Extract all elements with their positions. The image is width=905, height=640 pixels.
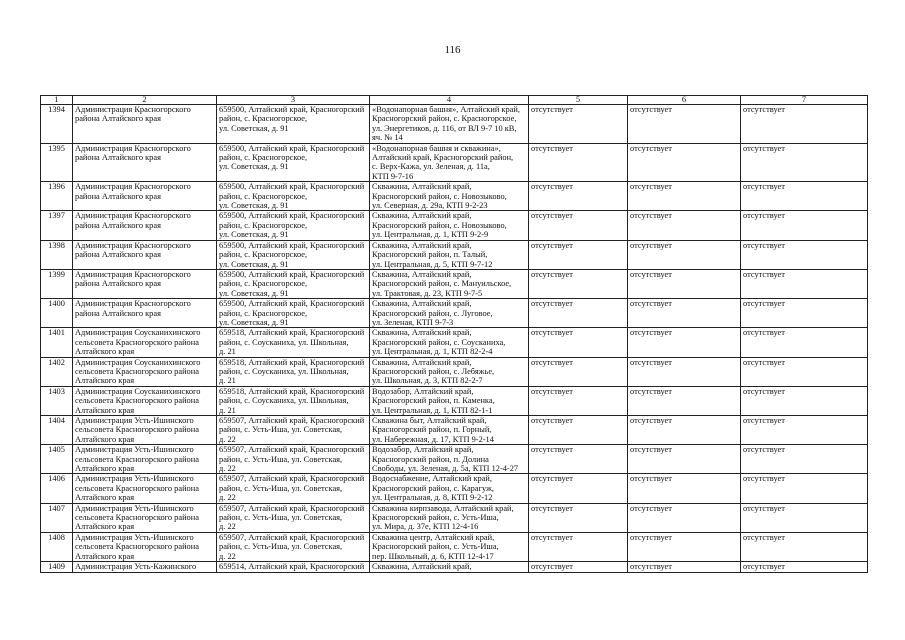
address-line: д. 21 <box>219 405 236 415</box>
cell-c5: отсутствует <box>529 182 628 211</box>
table-row <box>41 105 868 144</box>
cell-address <box>217 562 370 572</box>
owner-line: Администрация Усть-Ишинского <box>75 503 194 513</box>
cell-c7: отсутствует <box>741 503 868 532</box>
owner-line: сельсовета Красногорского района <box>75 337 199 347</box>
object-line: Скважина, Алтайский край, <box>372 299 472 309</box>
cell-row-number: 1403 <box>41 386 73 415</box>
object-line: ул. Центральная, д. 8, КТП 9-2-12 <box>372 493 493 503</box>
owner-line: Администрация Красногорского <box>75 105 191 114</box>
cell-c6: отсутствует <box>628 416 741 445</box>
cell-c7: отсутствует <box>741 328 868 357</box>
cell-address <box>217 299 370 328</box>
address-line: район, с. Красногорское, <box>219 153 308 163</box>
cell-c5: отсутствует <box>529 445 628 474</box>
cell-object <box>370 386 529 415</box>
table-row <box>41 445 868 474</box>
cell-address <box>217 328 370 357</box>
cell-c6: отсутствует <box>628 105 741 144</box>
owner-line: Алтайского края <box>75 522 135 532</box>
column-header: 2 <box>73 96 217 105</box>
object-line: Скважина, Алтайский край, <box>372 269 472 279</box>
cell-owner <box>73 386 217 415</box>
object-line: Красногорский район, с. Усть-Иша, <box>372 513 499 523</box>
address-line: 659507, Алтайский край, Красногорский <box>219 445 365 455</box>
owner-line: Администрация Красногорского <box>75 211 191 221</box>
column-header: 5 <box>529 96 628 105</box>
cell-c6: отсутствует <box>628 328 741 357</box>
object-line: Красногорский район, с. Мануильское, <box>372 279 512 289</box>
cell-row-number: 1396 <box>41 182 73 211</box>
object-line: Скважина, Алтайский край, <box>372 562 472 572</box>
address-line: ул. Советская, д. 91 <box>219 162 289 172</box>
object-line: Красногорский район, с. Усть-Иша, <box>372 542 499 552</box>
column-header: 6 <box>628 96 741 105</box>
cell-row-number: 1405 <box>41 445 73 474</box>
object-line: ул. Центральная, д. 1, КТП 9-2-9 <box>372 230 489 240</box>
object-line: Красногорский район, с. Новозыково, <box>372 220 507 230</box>
cell-c7: отсутствует <box>741 105 868 144</box>
cell-owner <box>73 562 217 572</box>
cell-address <box>217 143 370 182</box>
address-line: 659518, Алтайский край, Красногорский <box>219 328 365 338</box>
cell-owner <box>73 182 217 211</box>
column-header: 3 <box>217 96 370 105</box>
address-line: район, с. Красногорское, <box>219 114 308 124</box>
object-line: пер. Школьный, д. 6, КТП 12-4-17 <box>372 551 494 561</box>
column-number-row <box>41 96 868 105</box>
address-line: 659507, Алтайский край, Красногорский <box>219 532 365 542</box>
cell-c6: отсутствует <box>628 269 741 298</box>
cell-object <box>370 474 529 503</box>
address-line: район, с. Усть-Иша, ул. Советская, <box>219 483 343 493</box>
cell-row-number: 1404 <box>41 416 73 445</box>
object-line: Красногорский район, с. Красногорское, <box>372 114 517 124</box>
object-line: ул. Трактовая, д. 23, КТП 9-7-5 <box>372 288 483 298</box>
owner-line: Администрация Соусканихинского <box>75 328 201 338</box>
address-line: район, с. Красногорское, <box>219 191 308 201</box>
address-line: 659500, Алтайский край, Красногорский <box>219 143 365 153</box>
cell-c6: отсутствует <box>628 211 741 240</box>
cell-c7: отсутствует <box>741 357 868 386</box>
cell-c5: отсутствует <box>529 532 628 561</box>
cell-c7: отсутствует <box>741 562 868 572</box>
object-line: ул. Энергетиков, д. 116, от ВЛ 9-7 10 кВ, <box>372 123 517 133</box>
address-line: 659518, Алтайский край, Красногорский <box>219 386 365 396</box>
address-line: район, с. Усть-Иша, ул. Советская, <box>219 542 343 552</box>
cell-owner <box>73 532 217 561</box>
cell-c6: отсутствует <box>628 240 741 269</box>
address-line: 659500, Алтайский край, Красногорский <box>219 299 365 309</box>
object-line: Алтайский край, Красногорский район, <box>372 153 514 163</box>
address-line: ул. Советская, д. 91 <box>219 230 289 240</box>
cell-c7: отсутствует <box>741 445 868 474</box>
cell-c6: отсутствует <box>628 299 741 328</box>
cell-owner <box>73 105 217 144</box>
object-line: ул. Зеленая, КТП 9-7-3 <box>372 317 454 327</box>
owner-line: района Алтайского края <box>75 279 161 289</box>
owner-line: района Алтайского края <box>75 308 161 318</box>
owner-line: сельсовета Красногорского района <box>75 425 199 435</box>
object-line: Красногорский район, с. Новозыково, <box>372 191 507 201</box>
cell-c5: отсутствует <box>529 240 628 269</box>
table-row <box>41 299 868 328</box>
object-line: ул. Мира, д. 37е, КТП 12-4-16 <box>372 522 479 532</box>
address-line: д. 21 <box>219 347 236 357</box>
cell-row-number: 1402 <box>41 357 73 386</box>
cell-address <box>217 445 370 474</box>
object-line: «Водонапорная башня и скважина», <box>372 143 501 153</box>
cell-object <box>370 328 529 357</box>
owner-line: Администрация Усть-Ишинского <box>75 445 194 455</box>
cell-address <box>217 240 370 269</box>
object-line: Водоснабжение, Алтайский край, <box>372 474 493 484</box>
cell-address <box>217 357 370 386</box>
cell-object <box>370 269 529 298</box>
table-row <box>41 474 868 503</box>
cell-c5: отсутствует <box>529 386 628 415</box>
cell-c6: отсутствует <box>628 143 741 182</box>
table-row <box>41 386 868 415</box>
object-line: Водозабор, Алтайский край, <box>372 445 474 455</box>
registry-table <box>40 95 868 573</box>
object-line: Скважина, Алтайский край, <box>372 211 472 221</box>
address-line: ул. Советская, д. 91 <box>219 123 289 133</box>
cell-address <box>217 182 370 211</box>
object-line: Скважина, Алтайский край, <box>372 328 472 338</box>
object-line: Скважина, Алтайский край, <box>372 182 472 192</box>
object-line: Скважина быт, Алтайский край, <box>372 416 487 425</box>
cell-owner <box>73 416 217 445</box>
cell-owner <box>73 299 217 328</box>
owner-line: Администрация Красногорского <box>75 240 191 250</box>
cell-c7: отсутствует <box>741 299 868 328</box>
cell-address <box>217 386 370 415</box>
address-line: район, с. Усть-Иша, ул. Советская, <box>219 454 343 464</box>
object-line: ул. Школьная, д. 3, КТП 82-2-7 <box>372 376 483 386</box>
object-line: ул. Центральная, д. 1, КТП 82-2-4 <box>372 347 493 357</box>
column-header: 1 <box>41 96 73 105</box>
cell-object <box>370 416 529 445</box>
owner-line: сельсовета Красногорского района <box>75 513 199 523</box>
object-line: Красногорский район, с. Лебяжье, <box>372 366 495 376</box>
object-line: «Водонапорная башня», Алтайский край, <box>372 105 520 114</box>
cell-row-number: 1399 <box>41 269 73 298</box>
cell-c5: отсутствует <box>529 562 628 572</box>
cell-c5: отсутствует <box>529 357 628 386</box>
table-row <box>41 503 868 532</box>
cell-row-number: 1397 <box>41 211 73 240</box>
address-line: д. 22 <box>219 464 236 474</box>
cell-c7: отсутствует <box>741 211 868 240</box>
cell-row-number: 1395 <box>41 143 73 182</box>
address-line: 659500, Алтайский край, Красногорский <box>219 269 365 279</box>
owner-line: сельсовета Красногорского района <box>75 366 199 376</box>
cell-c7: отсутствует <box>741 474 868 503</box>
cell-address <box>217 211 370 240</box>
address-line: д. 22 <box>219 522 236 532</box>
address-line: д. 22 <box>219 493 236 503</box>
owner-line: Алтайского края <box>75 464 135 474</box>
cell-object <box>370 357 529 386</box>
owner-line: сельсовета Красногорского района <box>75 454 199 464</box>
cell-c5: отсутствует <box>529 299 628 328</box>
owner-line: района Алтайского края <box>75 220 161 230</box>
address-line: ул. Советская, д. 91 <box>219 201 289 211</box>
object-line: ул. Центральная, д. 5, КТП 9-7-12 <box>372 259 493 269</box>
owner-line: Администрация Красногорского <box>75 143 191 153</box>
cell-row-number: 1409 <box>41 562 73 572</box>
address-line: ул. Советская, д. 91 <box>219 288 289 298</box>
cell-object <box>370 562 529 572</box>
address-line: д. 21 <box>219 376 236 386</box>
address-line: 659507, Алтайский край, Красногорский <box>219 416 365 425</box>
object-line: Красногорский район, п. Талый, <box>372 250 488 260</box>
cell-c5: отсутствует <box>529 416 628 445</box>
address-line: 659518, Алтайский край, Красногорский <box>219 357 365 367</box>
table-row <box>41 328 868 357</box>
cell-c6: отсутствует <box>628 445 741 474</box>
table-row <box>41 416 868 445</box>
address-line: район, с. Красногорское, <box>219 308 308 318</box>
object-line: КТП 9-7-16 <box>372 171 414 181</box>
cell-object <box>370 532 529 561</box>
cell-object <box>370 503 529 532</box>
owner-line: Администрация Усть-Ишинского <box>75 416 194 425</box>
object-line: ул. Северная, д. 29а, КТП 9-2-23 <box>372 201 488 211</box>
owner-line: Алтайского края <box>75 551 135 561</box>
address-line: район, с. Соусканиха, ул. Школьная, <box>219 396 349 406</box>
cell-address <box>217 416 370 445</box>
cell-c5: отсутствует <box>529 503 628 532</box>
object-line: с. Верх-Кажа, ул. Зеленая, д. 11а, <box>372 162 490 172</box>
cell-row-number: 1401 <box>41 328 73 357</box>
cell-row-number: 1406 <box>41 474 73 503</box>
cell-c6: отсутствует <box>628 503 741 532</box>
cell-c5: отсутствует <box>529 328 628 357</box>
cell-address <box>217 269 370 298</box>
cell-c5: отсутствует <box>529 474 628 503</box>
owner-line: сельсовета Красногорского района <box>75 396 199 406</box>
object-line: Скважина центр, Алтайский край, <box>372 532 495 542</box>
address-line: д. 22 <box>219 434 236 444</box>
owner-line: района Алтайского края <box>75 153 161 163</box>
cell-owner <box>73 328 217 357</box>
cell-object <box>370 182 529 211</box>
owner-line: Администрация Красногорского <box>75 182 191 192</box>
cell-c6: отсутствует <box>628 532 741 561</box>
table-row <box>41 269 868 298</box>
address-line: 659500, Алтайский край, Красногорский <box>219 240 365 250</box>
address-line: район, с. Соусканиха, ул. Школьная, <box>219 337 349 347</box>
cell-c7: отсутствует <box>741 386 868 415</box>
object-line: Скважина кирпзавода, Алтайский край, <box>372 503 514 513</box>
object-line: Красногорский район, п. Долина <box>372 454 489 464</box>
address-line: район, с. Красногорское, <box>219 250 308 260</box>
cell-object <box>370 105 529 144</box>
object-line: Красногорский район, с. Соусканиха, <box>372 337 506 347</box>
cell-c6: отсутствует <box>628 562 741 572</box>
cell-c6: отсутствует <box>628 386 741 415</box>
cell-c5: отсутствует <box>529 269 628 298</box>
owner-line: Администрация Соусканихинского <box>75 386 201 396</box>
cell-object <box>370 445 529 474</box>
cell-owner <box>73 357 217 386</box>
owner-line: Алтайского края <box>75 434 135 444</box>
object-line: Скважина, Алтайский край, <box>372 240 472 250</box>
cell-address <box>217 105 370 144</box>
address-line: ул. Советская, д. 91 <box>219 259 289 269</box>
cell-row-number: 1408 <box>41 532 73 561</box>
owner-line: Администрация Усть-Ишинского <box>75 532 194 542</box>
page-number: 116 <box>444 44 461 56</box>
owner-line: района Алтайского края <box>75 250 161 260</box>
cell-object <box>370 143 529 182</box>
address-line: район, с. Красногорское, <box>219 220 308 230</box>
object-line: ул. Центральная, д. 1, КТП 82-1-1 <box>372 405 493 415</box>
cell-object <box>370 299 529 328</box>
owner-line: района Алтайского края <box>75 114 161 124</box>
owner-line: района Алтайского края <box>75 191 161 201</box>
cell-c6: отсутствует <box>628 182 741 211</box>
cell-row-number: 1407 <box>41 503 73 532</box>
object-line: Свободы, ул. Зеленая, д. 5а, КТП 12-4-27 <box>372 464 519 474</box>
address-line: 659507, Алтайский край, Красногорский <box>219 474 365 484</box>
cell-owner <box>73 240 217 269</box>
cell-c5: отсутствует <box>529 105 628 144</box>
cell-row-number: 1400 <box>41 299 73 328</box>
owner-line: Алтайского края <box>75 493 135 503</box>
cell-c7: отсутствует <box>741 240 868 269</box>
table-row <box>41 182 868 211</box>
cell-owner <box>73 269 217 298</box>
cell-c7: отсутствует <box>741 532 868 561</box>
table-row <box>41 532 868 561</box>
address-line: д. 22 <box>219 551 236 561</box>
cell-c7: отсутствует <box>741 182 868 211</box>
table-body <box>41 105 868 573</box>
object-line: Красногорский район, с. Карагуж, <box>372 483 494 493</box>
cell-address <box>217 503 370 532</box>
address-line: 659500, Алтайский край, Красногорский <box>219 211 365 221</box>
address-line: район, с. Усть-Иша, ул. Советская, <box>219 425 343 435</box>
cell-address <box>217 532 370 561</box>
cell-object <box>370 211 529 240</box>
object-line: Красногорский район, с. Луговое, <box>372 308 493 318</box>
table-row <box>41 211 868 240</box>
object-line: ул. Набережная, д. 17, КТП 9-2-14 <box>372 434 494 444</box>
owner-line: Алтайского края <box>75 405 135 415</box>
address-line: район, с. Красногорское, <box>219 279 308 289</box>
object-line: яч. № 14 <box>372 133 403 143</box>
cell-object <box>370 240 529 269</box>
table-row <box>41 562 868 572</box>
column-header: 4 <box>370 96 529 105</box>
cell-c5: отсутствует <box>529 143 628 182</box>
cell-owner <box>73 445 217 474</box>
address-line: район, с. Усть-Иша, ул. Советская, <box>219 513 343 523</box>
owner-line: Администрация Соусканихинского <box>75 357 201 367</box>
address-line: 659507, Алтайский край, Красногорский <box>219 503 365 513</box>
owner-line: Алтайского края <box>75 376 135 386</box>
cell-c7: отсутствует <box>741 143 868 182</box>
cell-c5: отсутствует <box>529 211 628 240</box>
address-line: 659514, Алтайский край, Красногорский <box>219 562 365 572</box>
table-row <box>41 357 868 386</box>
address-line: район, с. Соусканиха, ул. Школьная, <box>219 366 349 376</box>
cell-row-number: 1394 <box>41 105 73 144</box>
object-line: Скважина, Алтайский край, <box>372 357 472 367</box>
owner-line: сельсовета Красногорского района <box>75 542 199 552</box>
cell-owner <box>73 474 217 503</box>
object-line: Водозабор, Алтайский край, <box>372 386 474 396</box>
cell-c7: отсутствует <box>741 269 868 298</box>
owner-line: сельсовета Красногорского района <box>75 483 199 493</box>
object-line: Красногорский район, п. Каменка, <box>372 396 495 406</box>
owner-line: Администрация Красногорского <box>75 299 191 309</box>
owner-line: Администрация Усть-Кажинского <box>75 562 197 572</box>
table-row <box>41 240 868 269</box>
object-line: Красногорский район, п. Горный, <box>372 425 492 435</box>
cell-owner <box>73 503 217 532</box>
owner-line: Администрация Усть-Ишинского <box>75 474 194 484</box>
owner-line: Администрация Красногорского <box>75 269 191 279</box>
cell-c7: отсутствует <box>741 416 868 445</box>
cell-owner <box>73 143 217 182</box>
cell-address <box>217 474 370 503</box>
address-line: ул. Советская, д. 91 <box>219 317 289 327</box>
column-header: 7 <box>741 96 868 105</box>
cell-c6: отсутствует <box>628 357 741 386</box>
cell-row-number: 1398 <box>41 240 73 269</box>
owner-line: Алтайского края <box>75 347 135 357</box>
address-line: 659500, Алтайский край, Красногорский <box>219 105 365 114</box>
table-row <box>41 143 868 182</box>
cell-owner <box>73 211 217 240</box>
address-line: 659500, Алтайский край, Красногорский <box>219 182 365 192</box>
cell-c6: отсутствует <box>628 474 741 503</box>
